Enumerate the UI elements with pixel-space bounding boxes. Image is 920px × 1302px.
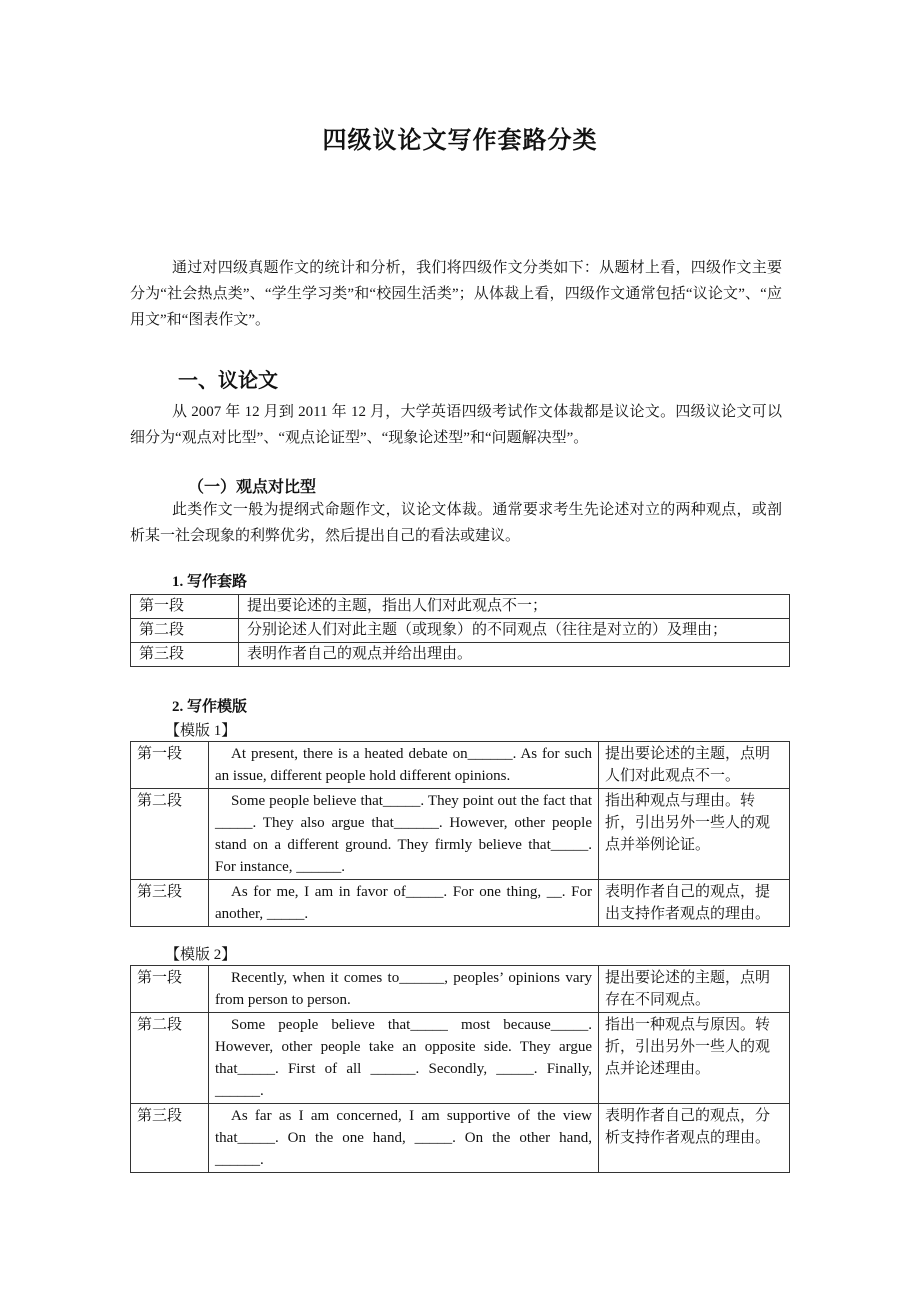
paragraph-cell: 第一段 bbox=[131, 595, 239, 619]
table-row bbox=[131, 1013, 790, 1104]
table-row bbox=[131, 1104, 790, 1173]
subsection-paragraph: 此类作文一般为提纲式命题作文，议论文体裁。通常要求考生先论述对立的两种观点，或剖析某一社会现象的利弊优劣，然后提出自己的看法或建议。 bbox=[130, 502, 782, 544]
template-text-cell bbox=[209, 789, 599, 880]
template-text: Some people believe that_____ most because_____. However, other people take an opposite side. They argue that_____. First of all ______. Secondly, _____. Finally, ______. bbox=[215, 1017, 592, 1099]
paragraph-cell: 第二段 bbox=[131, 789, 209, 880]
note-cell: 提出要论述的主题，点明存在不同观点。 bbox=[599, 966, 790, 1013]
template-text: Some people believe that_____. They point out the fact that _____. They also argue that______. However, other people stand on a different ground. They firmly believe that_____. For instance, ______. bbox=[215, 793, 592, 875]
description-cell: 分别论述人们对此主题（或现象）的不同观点（往往是对立的）及理由； bbox=[239, 619, 790, 643]
section-heading-argumentative: 一、议论文 bbox=[178, 370, 278, 392]
table-row bbox=[131, 880, 790, 927]
paragraph-cell: 第三段 bbox=[131, 1104, 209, 1173]
paragraph-cell: 第一段 bbox=[131, 966, 209, 1013]
table-row bbox=[131, 742, 790, 789]
note-cell: 表明作者自己的观点，分析支持作者观点的理由。 bbox=[599, 1104, 790, 1173]
note-cell: 表明作者自己的观点，提出支持作者观点的理由。 bbox=[599, 880, 790, 927]
description-cell: 表明作者自己的观点并给出理由。 bbox=[239, 643, 790, 667]
subsection-heading: （一）观点对比型 bbox=[188, 479, 317, 496]
template-1-label: 【模版 1】 bbox=[165, 723, 237, 739]
template-text-cell bbox=[209, 1104, 599, 1173]
template-2-table bbox=[130, 965, 790, 1173]
template-text-cell bbox=[209, 880, 599, 927]
intro-paragraph: 通过对四级真题作文的统计和分析，我们将四级作文分类如下：从题材上看，四级作文主要分为“社会热点类”、“学生学习类”和“校园生活类”；从体裁上看，四级作文通常包括“议论文”、“应用文”和“图表作文”。 bbox=[130, 260, 782, 328]
template-2-label: 【模版 2】 bbox=[165, 947, 237, 963]
routine-table bbox=[130, 594, 790, 667]
template-text: As for me, I am in favor of_____. For one thing, __. For another, _____. bbox=[215, 884, 592, 922]
template-text-cell bbox=[209, 966, 599, 1013]
template-text: As far as I am concerned, I am supportive of the view that_____. On the one hand, _____. On the other hand, ______. bbox=[215, 1108, 592, 1168]
paragraph-cell: 第二段 bbox=[131, 619, 239, 643]
template-text: Recently, when it comes to______, peoples’ opinions vary from person to person. bbox=[215, 970, 592, 1008]
template-text: At present, there is a heated debate on______. As for such an issue, different people hold different opinions. bbox=[215, 746, 592, 784]
note-cell: 指出一种观点与原因。转折，引出另外一些人的观点并论述理由。 bbox=[599, 1013, 790, 1104]
paragraph-cell: 第三段 bbox=[131, 643, 239, 667]
description-cell: 提出要论述的主题，指出人们对此观点不一； bbox=[239, 595, 790, 619]
note-cell: 提出要论述的主题，点明人们对此观点不一。 bbox=[599, 742, 790, 789]
paragraph-cell: 第二段 bbox=[131, 1013, 209, 1104]
table-row bbox=[131, 619, 790, 643]
paragraph-cell: 第一段 bbox=[131, 742, 209, 789]
table-row bbox=[131, 789, 790, 880]
paragraph-cell: 第三段 bbox=[131, 880, 209, 927]
table-row bbox=[131, 595, 790, 619]
templates-heading: 2. 写作模版 bbox=[172, 699, 248, 715]
routine-heading: 1. 写作套路 bbox=[172, 574, 248, 590]
table-row bbox=[131, 966, 790, 1013]
note-cell: 指出种观点与理由。转折，引出另外一些人的观点并举例论证。 bbox=[599, 789, 790, 880]
table-row bbox=[131, 643, 790, 667]
document-title: 四级议论文写作套路分类 bbox=[322, 128, 598, 154]
template-1-table bbox=[130, 741, 790, 927]
template-text-cell bbox=[209, 1013, 599, 1104]
section-paragraph: 从 2007 年 12 月到 2011 年 12 月，大学英语四级考试作文体裁都是议论文。四级议论文可以细分为“观点对比型”、“观点论证型”、“现象论述型”和“问题解决型”。 bbox=[130, 404, 782, 446]
template-text-cell bbox=[209, 742, 599, 789]
